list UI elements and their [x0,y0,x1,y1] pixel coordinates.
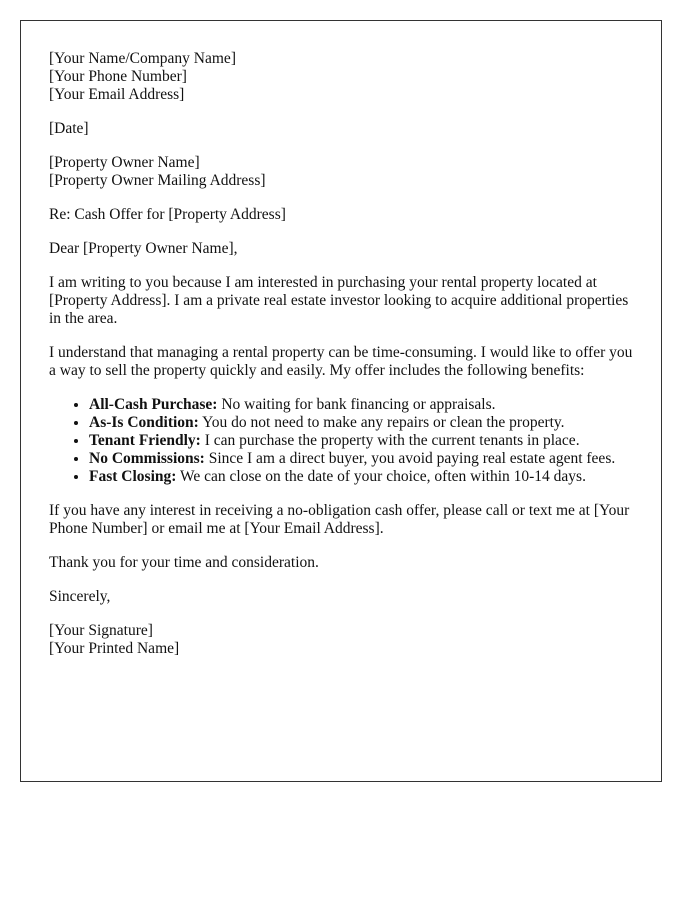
benefit-title: All-Cash Purchase: [89,396,218,413]
thanks-paragraph: Thank you for your time and consideration. [49,554,319,571]
benefit-text: No waiting for bank financing or appraisals. [217,396,496,413]
letter-content [49,50,639,674]
letter-page [20,20,662,782]
benefit-title: As-Is Condition: [89,414,199,431]
subject-line: Re: Cash Offer for [Property Address] [49,206,286,223]
salutation: Dear [Property Owner Name], [49,240,238,257]
call-to-action-paragraph: If you have any interest in receiving a no-obligation cash offer, please call or text me at [Your Phone Number] or email me at [Your Email Address]. [49,502,630,537]
benefit-item [89,414,639,432]
benefits-list [49,396,639,486]
benefit-item [89,396,639,414]
recipient-block [49,154,639,190]
closing: Sincerely, [49,588,111,605]
intro-paragraph: I am writing to you because I am interested in purchasing your rental property located at [Property Address]. I am a private real estate investor looking to acquire additional properties in the area. [49,274,629,327]
sender-block [49,50,639,104]
recipient-address: [Property Owner Mailing Address] [49,172,266,189]
benefit-title: Fast Closing: [89,468,177,485]
benefit-item [89,450,639,468]
benefits-intro-paragraph: I understand that managing a rental property can be time-consuming. I would like to offer you a way to sell the property quickly and easily. My offer includes the following benefits: [49,344,633,379]
signature-block [49,622,639,658]
benefit-text: We can close on the date of your choice, often within 10-14 days. [176,468,586,485]
benefit-text: You do not need to make any repairs or clean the property. [198,414,565,431]
sender-name: [Your Name/Company Name] [49,50,236,67]
benefit-text: I can purchase the property with the current tenants in place. [200,432,580,449]
sender-phone: [Your Phone Number] [49,68,187,85]
benefit-item [89,468,639,486]
sender-email: [Your Email Address] [49,86,185,103]
benefit-title: No Commissions: [89,450,205,467]
benefit-item [89,432,639,450]
signature: [Your Signature] [49,622,153,639]
printed-name: [Your Printed Name] [49,640,180,657]
recipient-name: [Property Owner Name] [49,154,200,171]
benefit-text: Since I am a direct buyer, you avoid paying real estate agent fees. [204,450,616,467]
letter-date: [Date] [49,120,89,137]
benefit-title: Tenant Friendly: [89,432,201,449]
